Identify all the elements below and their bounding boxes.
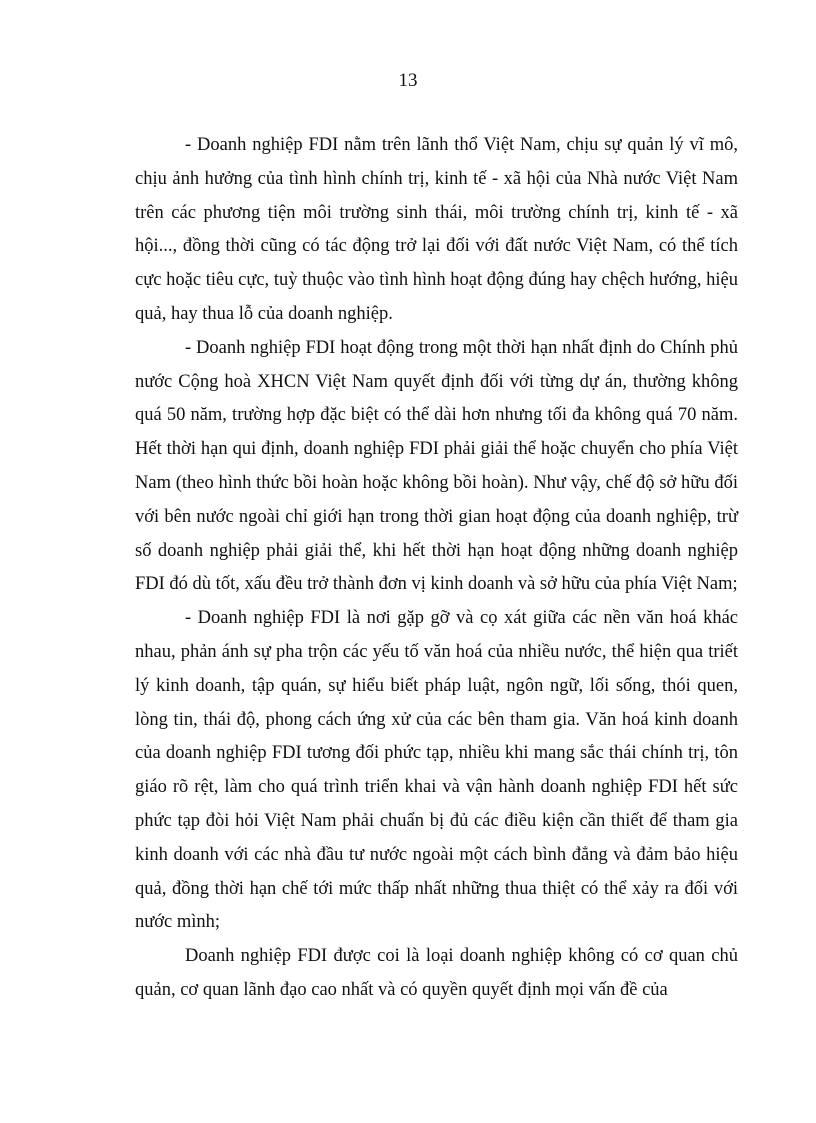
paragraph: - Doanh nghiệp FDI là nơi gặp gỡ và cọ xát giữa các nền văn hoá khác nhau, phản ánh sự pha trộn các yếu tố văn hoá của nhiều nước, thể hiện qua triết lý kinh doanh, tập quán, sự hiểu biết pháp luật, ngôn ngữ, lối sống, thói quen, lòng tin, thái độ, phong cách ứng xử của các bên tham gia. Văn hoá kinh doanh của doanh nghiệp FDI tương đối phức tạp, nhiều khi mang sắc thái chính trị, tôn giáo rõ rệt, làm cho quá trình triển khai và vận hành doanh nghiệp FDI hết sức phức tạp đòi hỏi Việt Nam phải chuẩn bị đủ các điều kiện cần thiết để tham gia kinh doanh với các nhà đầu tư nước ngoài một cách bình đẳng và đảm bảo hiệu quả, đồng thời hạn chế tới mức thấp nhất những thua thiệt có thể xảy ra đối với nước mình;	[135, 608, 738, 933]
page-number: 13	[398, 70, 418, 91]
paragraph: - Doanh nghiệp FDI nằm trên lãnh thổ Việt Nam, chịu sự quản lý vĩ mô, chịu ảnh hưởng của tình hình chính trị, kinh tế - xã hội của Nhà nước Việt Nam trên các phương tiện môi trường sinh thái, môi trường chính trị, kinh tế - xã hội..., đồng thời cũng có tác động trở lại đối với đất nước Việt Nam, có thể tích cực hoặc tiêu cực, tuỳ thuộc vào tình hình hoạt động đúng hay chệch hướng, hiệu quả, hay thua lỗ của doanh nghiệp.	[135, 135, 738, 324]
paragraph: - Doanh nghiệp FDI hoạt động trong một thời hạn nhất định do Chính phủ nước Cộng hoà XHCN Việt Nam quyết định đối với từng dự án, thường không quá 50 năm, trường hợp đặc biệt có thể dài hơn nhưng tối đa không quá 70 năm. Hết thời hạn qui định, doanh nghiệp FDI phải giải thể hoặc chuyển cho phía Việt Nam (theo hình thức bồi hoàn hoặc không bồi hoàn). Như vậy, chế độ sở hữu đối với bên nước ngoài chỉ giới hạn trong thời gian hoạt động của doanh nghiệp, trừ số doanh nghiệp phải giải thể, khi hết thời hạn hoạt động những doanh nghiệp FDI đó dù tốt, xấu đều trở thành đơn vị kinh doanh và sở hữu của phía Việt Nam;	[135, 337, 738, 595]
body-text	[135, 129, 738, 1008]
paragraph: Doanh nghiệp FDI được coi là loại doanh nghiệp không có cơ quan chủ quản, cơ quan lãnh đạo cao nhất và có quyền quyết định mọi vấn đề của	[135, 946, 738, 1000]
